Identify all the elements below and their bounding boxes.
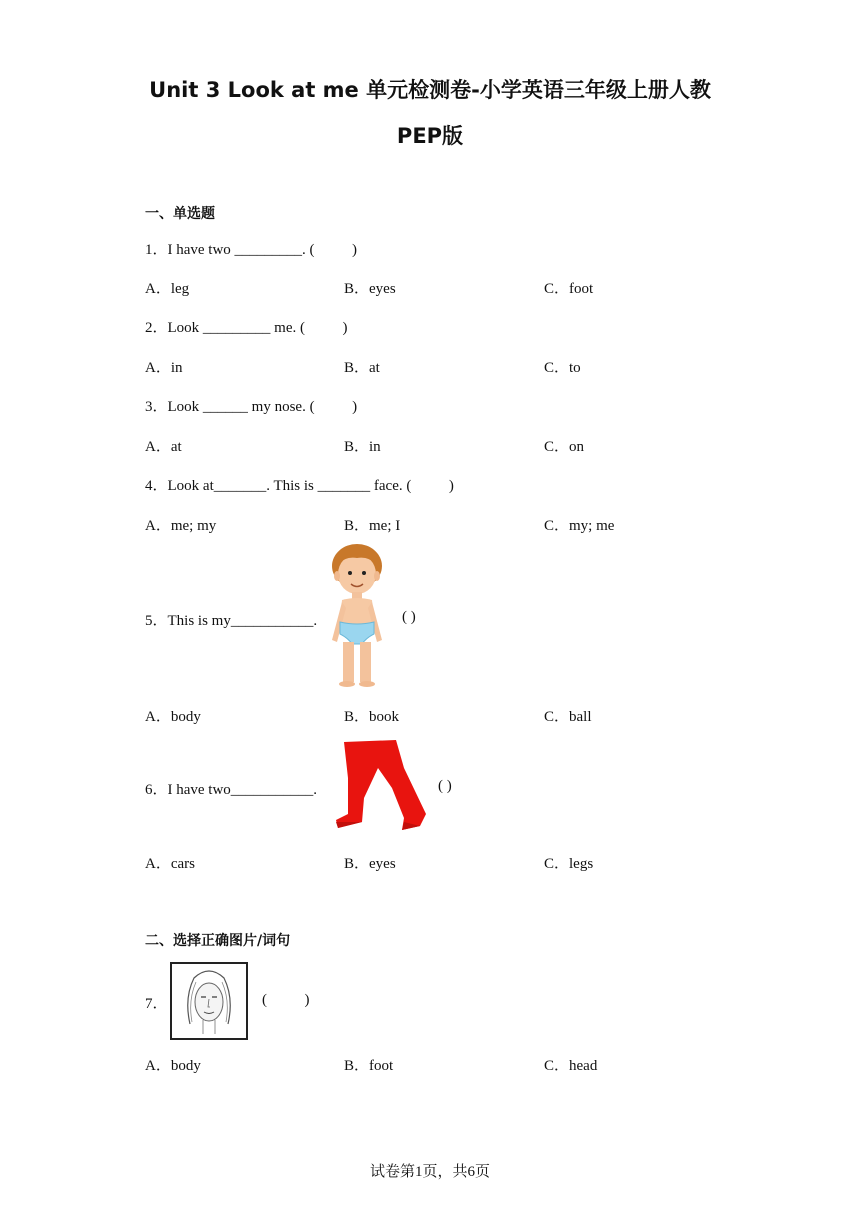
question-7-answer-bracket: ( ) [262, 992, 310, 1008]
question-6-option-c: C．legs [544, 856, 594, 872]
question-4-option-b: B．me; I [344, 518, 401, 534]
question-5-option-a: A．body [145, 709, 201, 725]
red-legs-icon [334, 738, 430, 834]
question-3-stem: 3．Look ______ my nose. ( ) [145, 399, 358, 415]
question-7-option-b: B．foot [344, 1058, 394, 1074]
question-6-option-a: A．cars [145, 856, 195, 872]
section-heading-choose-picture: 二、选择正确图片/词句 [145, 933, 291, 949]
question-5-answer-bracket: ( ) [402, 609, 416, 625]
question-7-option-c: C．head [544, 1058, 598, 1074]
question-2-stem: 2．Look _________ me. ( ) [145, 320, 348, 336]
question-1-option-a: A．leg [145, 281, 190, 297]
question-5-option-b: B．book [344, 709, 400, 725]
question-5-stem: 5．This is my___________. [145, 613, 318, 629]
question-6-answer-bracket: ( ) [438, 778, 452, 794]
question-5-option-c: C．ball [544, 709, 592, 725]
boy-body-image [322, 542, 392, 690]
question-7-option-a: A．body [145, 1058, 201, 1074]
paper-title-line2: PEP版 [396, 124, 464, 148]
question-3-option-a: A．at [145, 439, 182, 455]
question-7-stem: 7． [145, 996, 168, 1012]
question-2-option-b: B．at [344, 360, 380, 376]
page-footer: 试卷第1页，共6页 [369, 1164, 490, 1180]
question-1-option-c: C．foot [544, 281, 594, 297]
question-1-option-b: B．eyes [344, 281, 396, 297]
boy-body-icon [322, 542, 392, 690]
question-1-stem: 1．I have two _________. ( ) [145, 242, 358, 258]
question-6-stem: 6．I have two___________. [145, 782, 318, 798]
question-2-option-a: A．in [145, 360, 183, 376]
question-4-option-c: C．my; me [544, 518, 615, 534]
question-4-stem: 4．Look at_______. This is _______ face. ( ) [145, 478, 454, 494]
question-2-option-c: C．to [544, 360, 581, 376]
red-legs-image [334, 738, 430, 834]
question-6-option-b: B．eyes [344, 856, 396, 872]
section-heading-single-choice: 一、单选题 [145, 206, 215, 222]
face-sketch-icon [170, 962, 248, 1040]
face-sketch-image [170, 962, 248, 1040]
question-4-option-a: A．me; my [145, 518, 217, 534]
paper-title-line1: Unit 3 Look at me 单元检测卷-小学英语三年级上册人教 [149, 78, 711, 102]
question-3-option-b: B．in [344, 439, 381, 455]
question-3-option-c: C．on [544, 439, 585, 455]
